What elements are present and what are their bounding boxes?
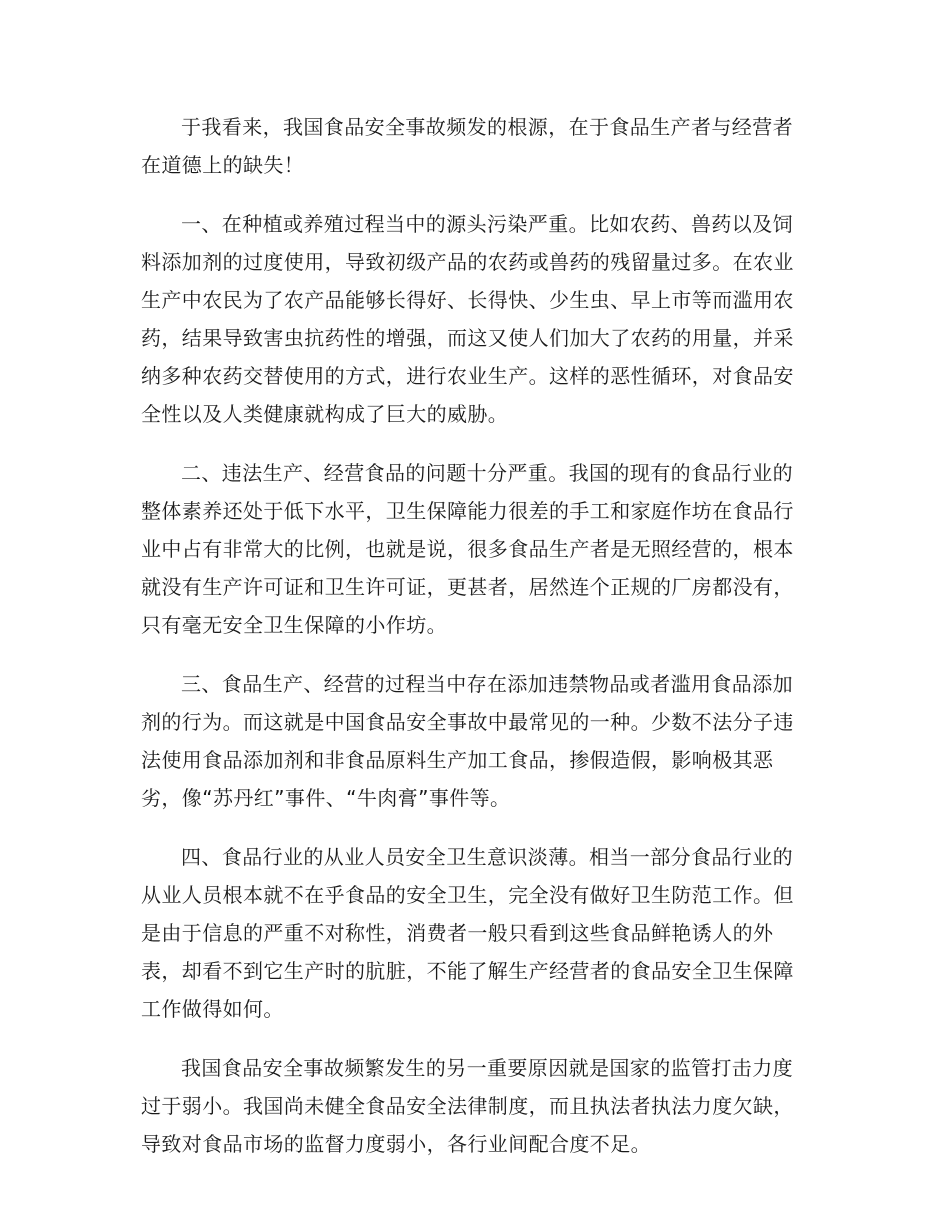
paragraph-conclusion: 我国食品安全事故频繁发生的另一重要原因就是国家的监管打击力度过于弱小。我国尚未健全食品安全法律制度，而且执法者执法力度欠缺，导致对食品市场的监督力度弱小，各行业间配合度不足。 — [141, 1056, 794, 1156]
paragraph-point-four: 四、食品行业的从业人员安全卫生意识淡薄。相当一部分食品行业的从业人员根本就不在乎食品的安全卫生，完全没有做好卫生防范工作。但是由于信息的严重不对称性，消费者一般只看到这些食品鲜艳诱人的外表，却看不到它生产时的肮脏，不能了解生产经营者的食品安全卫生保障工作做得如何。 — [141, 845, 794, 1021]
paragraph-intro: 于我看来，我国食品安全事故频发的根源，在于食品生产者与经营者在道德上的缺失！ — [141, 115, 793, 177]
paragraph-point-two: 二、违法生产、经营食品的问题十分严重。我国的现有的食品行业的整体素养还处于低下水平，卫生保障能力很差的手工和家庭作坊在食品行业中占有非常大的比例，也就是说，很多食品生产者是无照经营的，根本就没有生产许可证和卫生许可证，更甚者，居然连个正规的厂房都没有，只有毫无安全卫生保障的小作坊。 — [141, 461, 794, 637]
paragraph-point-one: 一、在种植或养殖过程当中的源头污染严重。比如农药、兽药以及饲料添加剂的过度使用，导致初级产品的农药或兽药的残留量过多。在农业生产中农民为了农产品能够长得好、长得快、少生虫、早上市等而滥用农药，结果导致害虫抗药性的增强，而这又使人们加大了农药的用量，并采纳多种农药交替使用的方式，进行农业生产。这样的恶性循环，对食品安全性以及人类健康就构成了巨大的威胁。 — [141, 212, 794, 426]
paragraph-point-three: 三、食品生产、经营的过程当中存在添加违禁物品或者滥用食品添加剂的行为。而这就是中国食品安全事故中最常见的一种。少数不法分子违法使用食品添加剂和非食品原料生产加工食品，掺假造假，影响极其恶劣，像“苏丹红”事件、“牛肉膏”事件等。 — [141, 672, 794, 810]
document-body — [141, 108, 809, 1184]
